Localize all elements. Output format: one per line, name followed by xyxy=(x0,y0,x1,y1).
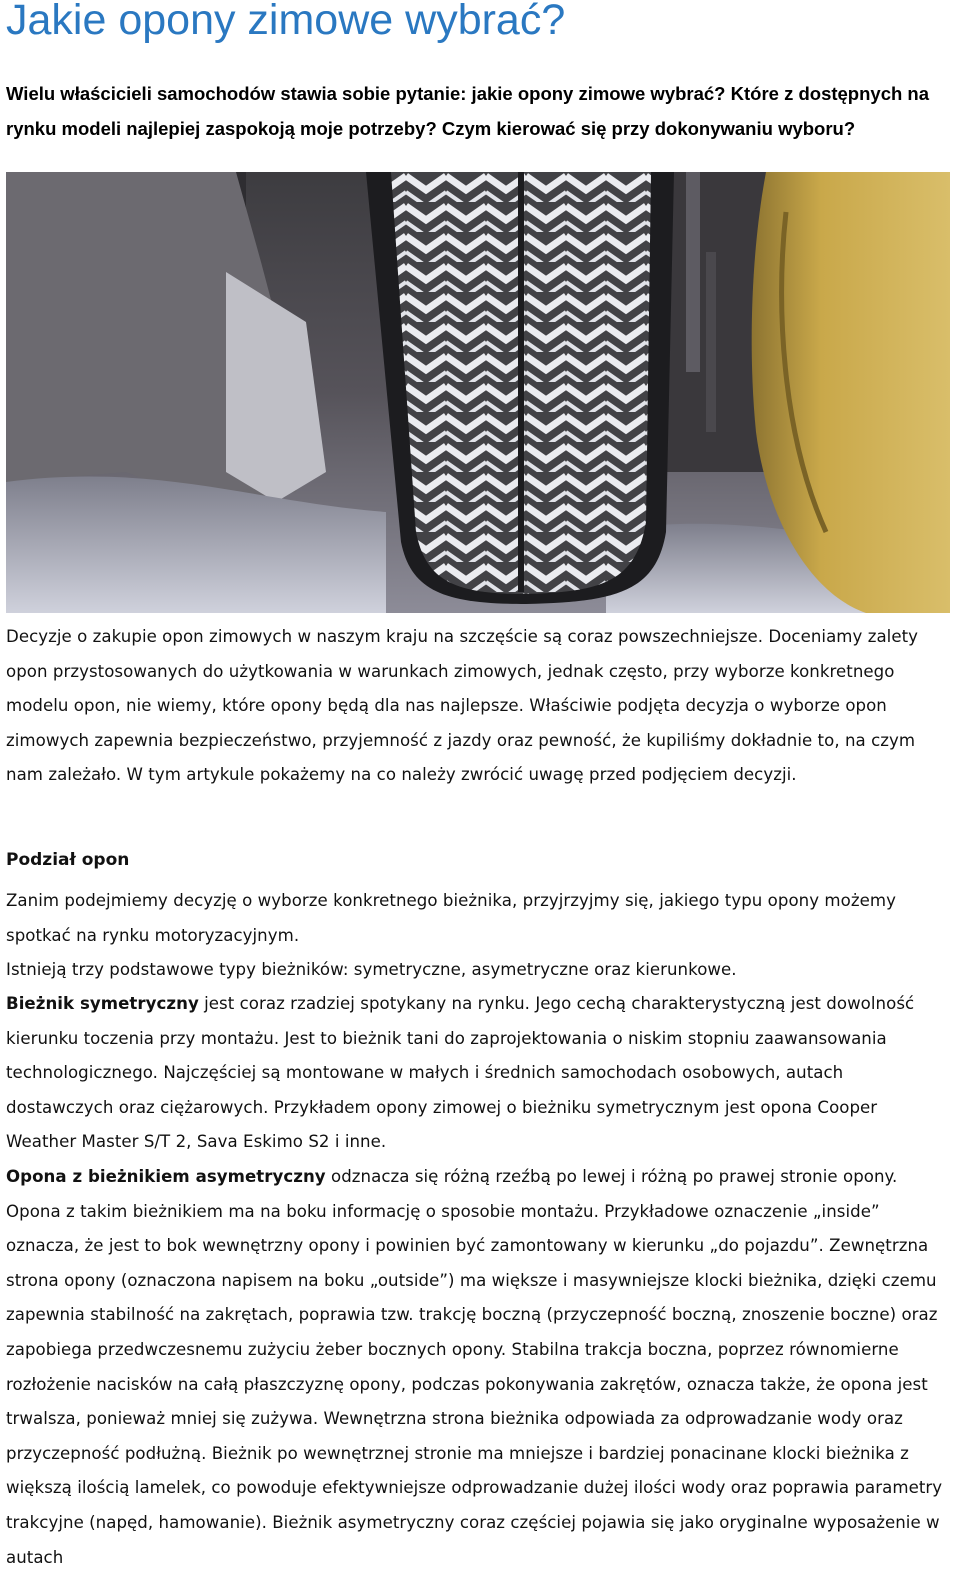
article-intro: Wielu właścicieli samochodów stawia sobie pytanie: jakie opony zimowe wybrać? Które z dostępnych na rynku modeli najlepiej zaspokoją moje potrzeby? Czym kierować się przy dokonywaniu wyboru? xyxy=(6,83,930,139)
snowy-winter-tire-photo-icon xyxy=(6,172,950,613)
article-paragraph-tread-types: Istnieją trzy podstawowe typy bieżników: symetryczne, asymetryczne oraz kierunkowe. xyxy=(6,960,737,979)
asymmetric-tread-term: Opona z bieżnikiem asymetryczny xyxy=(6,1167,326,1186)
section-heading: Podział opon xyxy=(6,850,130,870)
article-paragraph-asymmetric xyxy=(6,1160,951,1575)
symmetric-tread-term: Bieżnik symetryczny xyxy=(6,994,199,1013)
winter-tire-photo xyxy=(6,172,950,613)
symmetric-tread-text: jest coraz rzadziej spotykany na rynku. Jego cechą charakterystyczną jest dowolność kierunku toczenia przy montażu. Jest to bieżnik tani do zaprojektowania o niskim stopniu zaawansowania technologicznego. Najczęściej są montowane w małych i średnich samochodach osobowych, autach dostawczych oraz ciężarowych. Przykładem opony zimowej o bieżniku symetrycznym jest opona Cooper Weather Master S/T 2, Sava Eskimo S2 i inne. xyxy=(6,994,915,1152)
asymmetric-tread-text: odznacza się różną rzeźbą po lewej i różną po prawej stronie opony. Opona z takim bieżnikiem ma na boku informację o sposobie montażu. Przykładowe oznaczenie „inside” oznacza, że jest to bok wewnętrzny opony i powinien być zamontowany w kierunku „do pojazdu”. Zewnętrzna strona opony (oznaczona napisem na boku „outside”) ma większe i masywniejsze klocki bieżnika, dzięki czemu zapewnia stabilność na zakrętach, poprawia tzw. trakcję boczną (przyczepność boczną, znoszenie boczne) oraz zapobiega przedwczesnemu zużyciu żeber bocznych opony. Stabilna trakcja boczna, poprzez równomierne rozłożenie nacisków na całą płaszczyznę opony, podczas pokonywania zakrętów, oznacza także, że opona jest trwalsza, ponieważ mniej się zużywa. Wewnętrzna strona bieżnika odpowiada za odprowadzanie wody oraz przyczepność podłużną. Bieżnik po wewnętrznej stronie ma mniejsze i bardziej ponacinane klocki bieżnika z większą ilością lamelek, co powoduje efektywniejsze odprowadzanie dużej ilości wody oraz poprawia parametry trakcyjne (napęd, hamowanie). Bieżnik asymetryczny coraz częściej pojawia się jako oryginalne wyposażenie w autach xyxy=(6,1167,943,1567)
article-paragraph-intro: Decyzje o zakupie opon zimowych w naszym kraju na szczęście są coraz powszechniejsze. Doceniamy zalety opon przystosowanych do użytkowania w warunkach zimowych, jednak często, przy wyborze konkretnego modelu opon, nie wiemy, które opony będą dla nas najlepsze. Właściwie podjęta decyzja o wyborze opon zimowych zapewnia bezpieczeństwo, przyjemność z jazdy oraz pewność, że kupiliśmy dokładnie to, na czym nam zależało. W tym artykule pokażemy na co należy zwrócić uwagę przed podjęciem decyzji. xyxy=(6,627,919,785)
page-title: Jakie opony zimowe wybrać? xyxy=(6,0,566,44)
article-paragraph-symmetric xyxy=(6,987,951,1160)
article-paragraph-types: Zanim podejmiemy decyzję o wyborze konkretnego bieżnika, przyjrzyjmy się, jakiego typu opony możemy spotkać na rynku motoryzacyjnym. xyxy=(6,891,896,945)
